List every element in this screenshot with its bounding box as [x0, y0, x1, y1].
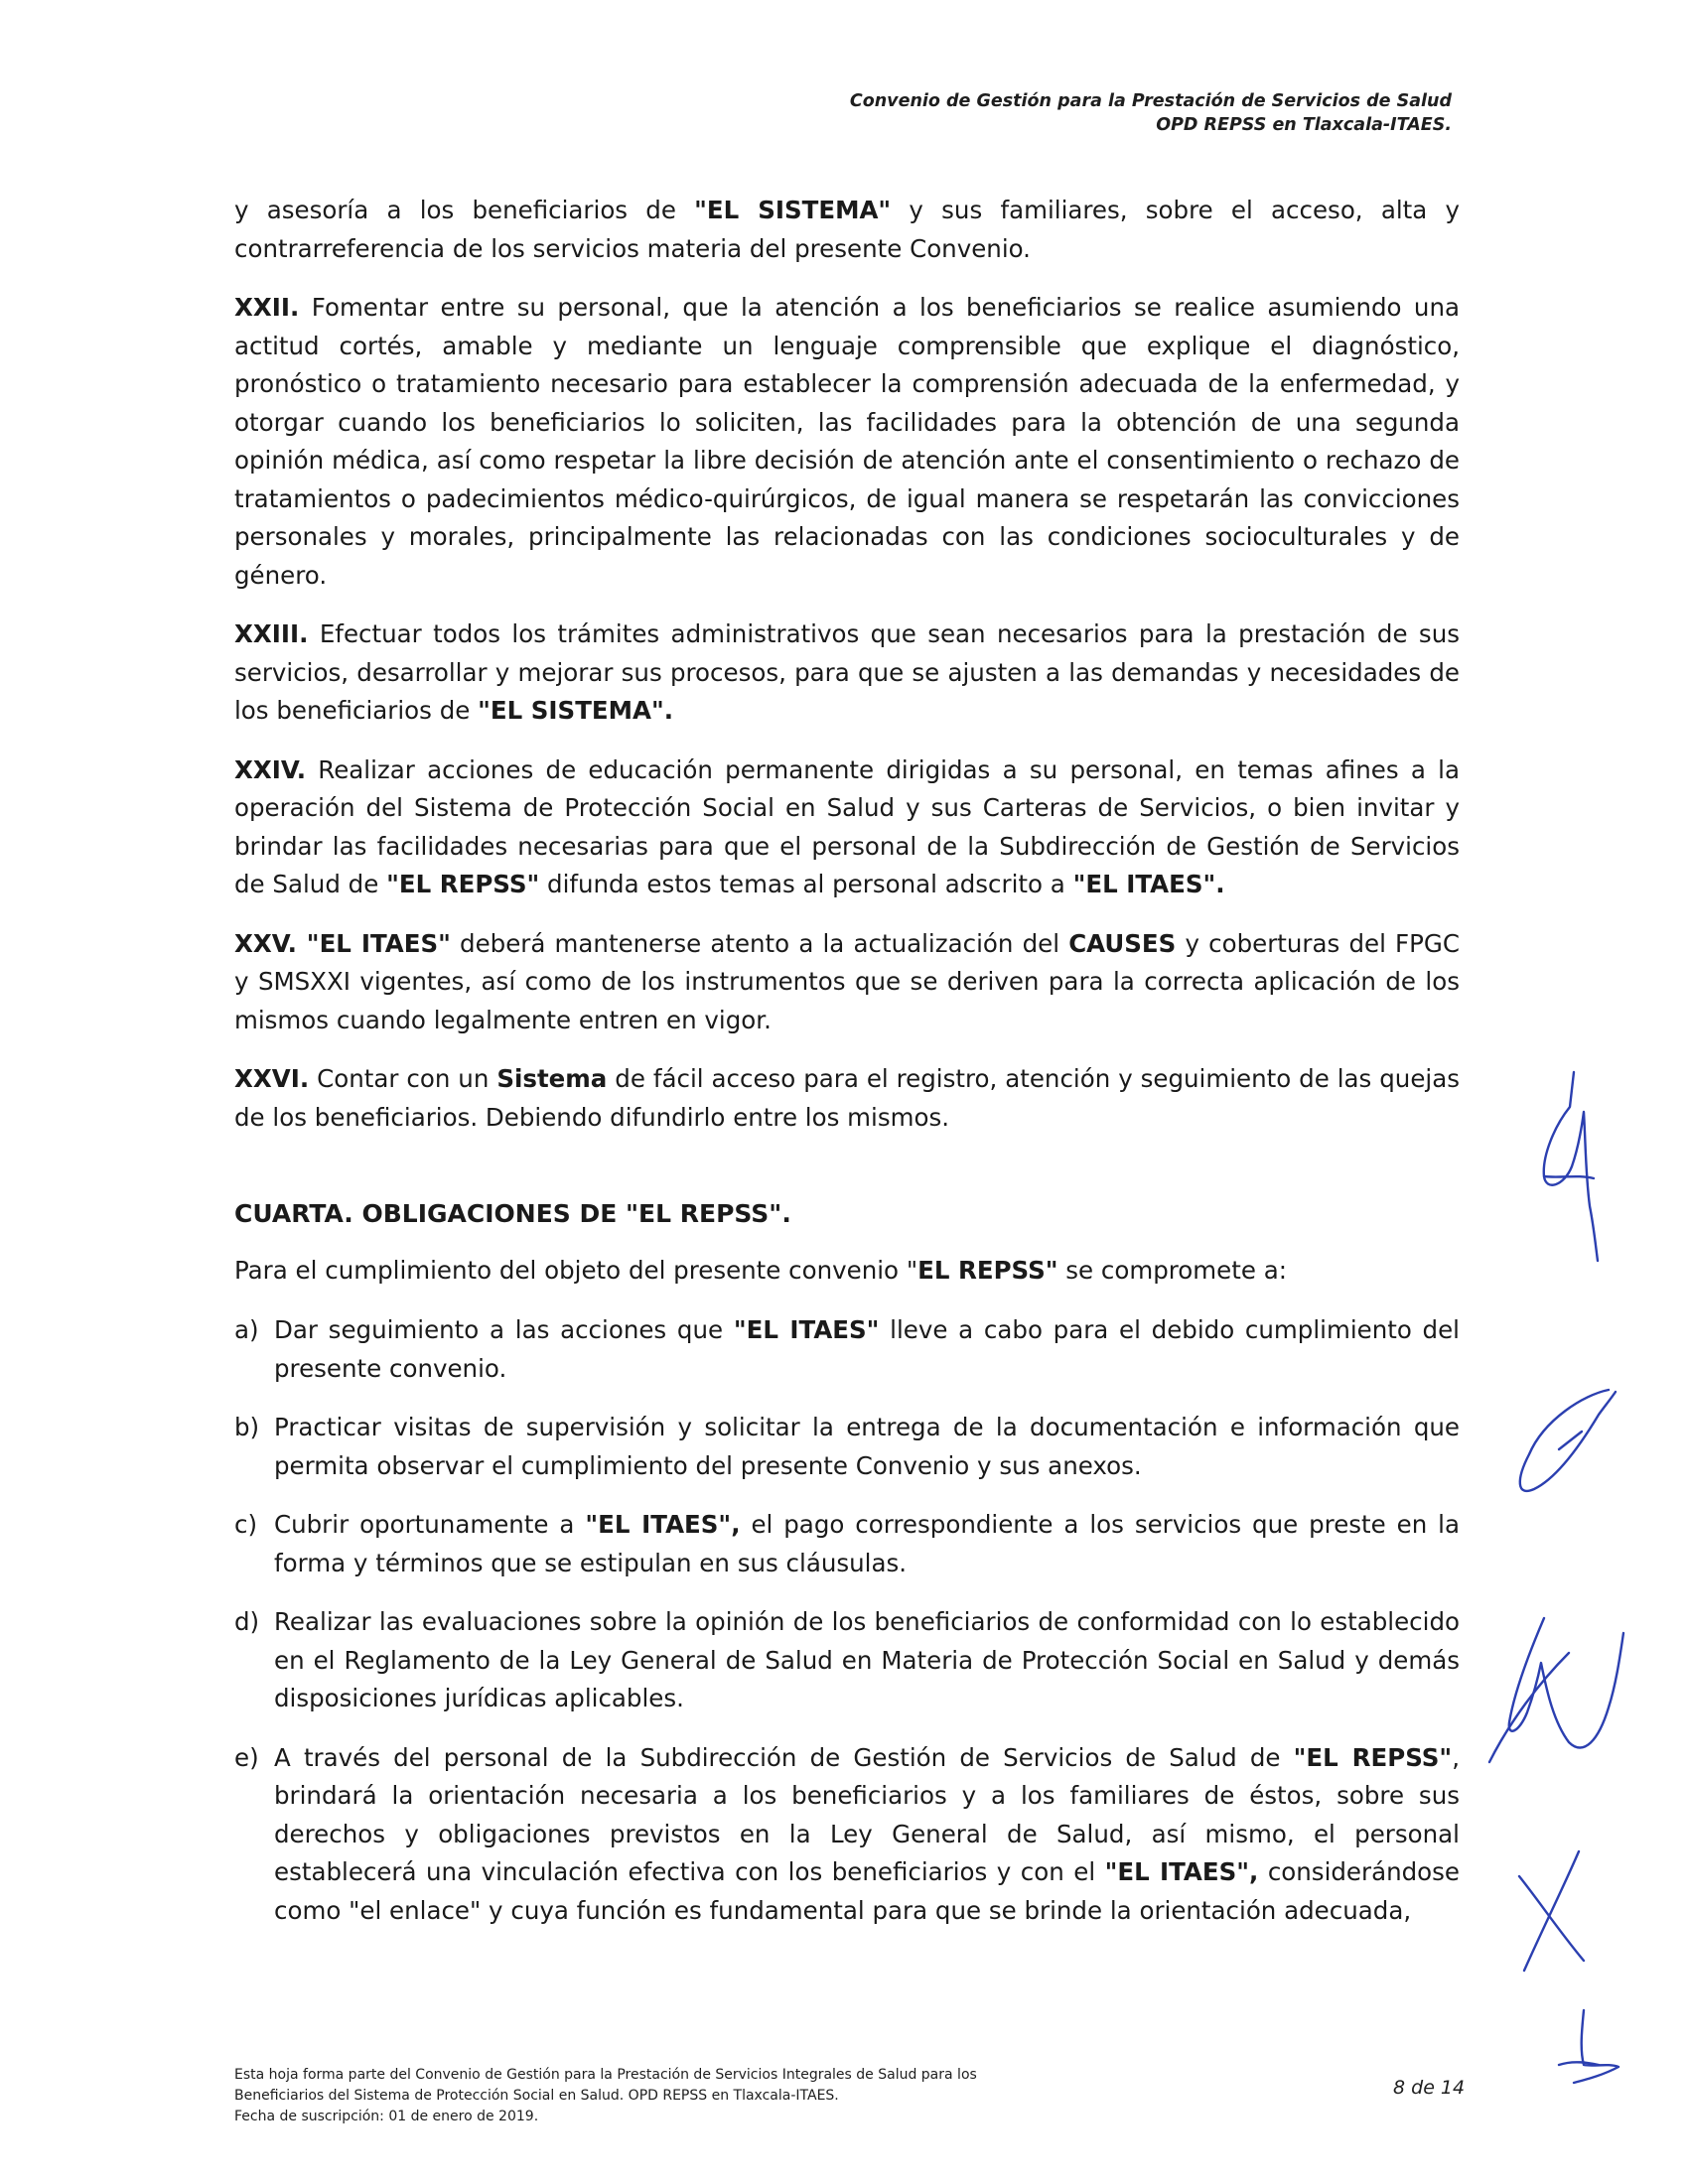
page-number: 8 de 14 [1393, 2077, 1466, 2099]
clause-text: difunda estos temas al personal adscrito a [539, 870, 1073, 898]
clause-number: XXVI. [234, 1064, 310, 1093]
clause-number: XXIII. [234, 619, 309, 648]
obligation-item-c [234, 1506, 1460, 1582]
clause-text: Contar con un [309, 1064, 497, 1093]
footer-date: Fecha de suscripción: 01 de enero de 2019. [234, 2109, 539, 2124]
bold-text: "EL ITAES", [585, 1510, 741, 1539]
paragraph-continuation [234, 192, 1460, 268]
obligation-item-b [234, 1409, 1460, 1485]
item-text [274, 1311, 1460, 1388]
text: se compromete a: [1057, 1255, 1287, 1285]
text: y asesoría a los beneficiarios de [234, 196, 695, 224]
document-header [850, 89, 1452, 137]
clause-xxvi [234, 1060, 1460, 1137]
clause-xxv [234, 925, 1460, 1040]
clause-number: XXV. "EL ITAES" [234, 928, 451, 958]
signature-initial-5 [1554, 2005, 1623, 2095]
obligation-item-e [234, 1739, 1460, 1931]
clause-text: y coberturas del FPGC y SMSXXI vigentes, así como de los instrumentos que se deriven para la correcta aplicación de los mismos cuando legalmente entren en vigor. [234, 928, 1461, 1034]
clause-text: Fomentar entre su personal, que la atención a los beneficiarios se realice asumiendo una actitud cortés, amable y mediante un lenguaje comprensible que explique el diagnóstico, pronóstico o tratamiento necesario para establecer la comprensión adecuada de la enfermedad, y otorgar cuando los beneficiarios lo soliciten, las facilidades para la obtención de una segunda opinión médica, así como respetar la libre decisión de atención ante el consentimiento o rechazo de tratamientos o padecimientos médico-quirúrgicos, de igual manera se respetarán las convicciones personales y morales, principalmente las relacionadas con las condiciones socioculturales y de género. [234, 293, 1460, 590]
item-label: e) [234, 1742, 259, 1772]
text: A través del personal de la Subdirección de Gestión de Servicios de Salud de [274, 1742, 1294, 1772]
clause-xxiii [234, 615, 1460, 731]
text: lleve a cabo para el debido cumplimiento del presente convenio. [274, 1315, 1460, 1383]
clause-number: XXIV. [234, 754, 307, 784]
obligation-item-d [234, 1603, 1460, 1718]
item-label: b) [234, 1413, 260, 1441]
text: Cubrir oportunamente a [274, 1510, 586, 1539]
bold-text: "EL ITAES" [733, 1315, 880, 1344]
header-title: Convenio de Gestión para la Prestación de Servicios de Salud [849, 91, 1452, 111]
text: Dar seguimiento a las acciones que [274, 1315, 734, 1344]
section-heading: CUARTA. OBLIGACIONES DE "EL REPSS". [234, 1199, 791, 1228]
clause-text: deberá mantenerse atento a la actualización del [450, 928, 1069, 958]
section-intro [234, 1252, 1460, 1291]
item-text [274, 1506, 1460, 1582]
bold-text: "EL REPSS" [1293, 1742, 1453, 1772]
clause-text: de fácil acceso para el registro, atención y seguimiento de las quejas de los beneficiarios. Debiendo difundirlo entre los mismos. [234, 1064, 1460, 1132]
signature-initial-1 [1524, 1067, 1614, 1266]
item-label: c) [234, 1510, 258, 1539]
document-footer [234, 2065, 1049, 2127]
footer-line: Esta hoja forma parte del Convenio de Gestión para la Prestación de Servicios Integrales de Salud para los [234, 2067, 977, 2083]
bold-text: Sistema [496, 1064, 608, 1093]
item-label: d) [234, 1607, 260, 1636]
bold-text: "EL ITAES", [1104, 1857, 1259, 1886]
item-text [274, 1409, 1460, 1485]
clause-text: Realizar acciones de educación permanente dirigidas a su personal, en temas afines a la operación del Sistema de Protección Social en Salud y sus Carteras de Servicios, o bien invitar y brindar las facilidades necesarias para que el personal de la Subdirección de Gestión de Servicios de Salud de [234, 754, 1460, 898]
bold-text: EL REPSS" [917, 1255, 1058, 1285]
document-body [234, 192, 1460, 1951]
text: Realizar las evaluaciones sobre la opinión de los beneficiarios de conformidad con lo establecido en el Reglamento de la Ley General de Salud en Materia de Protección Social en Salud y demás disposiciones jurídicas aplicables. [274, 1607, 1460, 1712]
signature-initial-3 [1470, 1613, 1628, 1772]
clause-xxii [234, 289, 1460, 595]
bold-text: "EL SISTEMA" [694, 196, 892, 224]
clause-xxiv [234, 751, 1460, 904]
text: Practicar visitas de supervisión y solicitar la entrega de la documentación e información que permita observar el cumplimiento del presente Convenio y sus anexos. [274, 1413, 1460, 1480]
bold-text: "EL ITAES". [1072, 870, 1225, 898]
bold-text: "EL SISTEMA". [478, 696, 674, 725]
item-label: a) [234, 1315, 259, 1344]
text: y sus familiares, sobre el acceso, alta y contrarreferencia de los servicios materia del presente Convenio. [234, 196, 1460, 263]
obligation-item-a [234, 1311, 1460, 1388]
signature-initial-2 [1504, 1380, 1623, 1509]
clause-number: XXII. [234, 293, 300, 322]
signature-initial-4 [1499, 1846, 1599, 1976]
text: el pago correspondiente a los servicios que preste en la forma y términos que se estipulan en sus cláusulas. [274, 1510, 1461, 1577]
item-text [274, 1739, 1460, 1931]
bold-text: "EL REPSS" [386, 870, 540, 898]
text: , brindará la orientación necesaria a los beneficiarios y a los familiares de éstos, sobre sus derechos y obligaciones previstos en la Ley General de Salud, así mismo, el personal establecerá una vinculación efectiva con los beneficiarios y con el [274, 1742, 1460, 1886]
text: considerándose como "el enlace" y cuya función es fundamental para que se brinde la orientación adecuada, [274, 1857, 1460, 1925]
clause-text: Efectuar todos los trámites administrativos que sean necesarios para la prestación de sus servicios, desarrollar y mejorar sus procesos, para que se ajusten a las demandas y necesidades de los beneficiarios de [234, 619, 1460, 725]
bold-text: CAUSES [1068, 928, 1177, 958]
item-text [274, 1603, 1460, 1718]
text: Para el cumplimiento del objeto del presente convenio " [234, 1255, 918, 1285]
footer-line: Beneficiarios del Sistema de Protección Social en Salud. OPD REPSS en Tlaxcala-ITAES. [234, 2088, 839, 2104]
header-subtitle: OPD REPSS en Tlaxcala-ITAES. [1156, 115, 1452, 135]
